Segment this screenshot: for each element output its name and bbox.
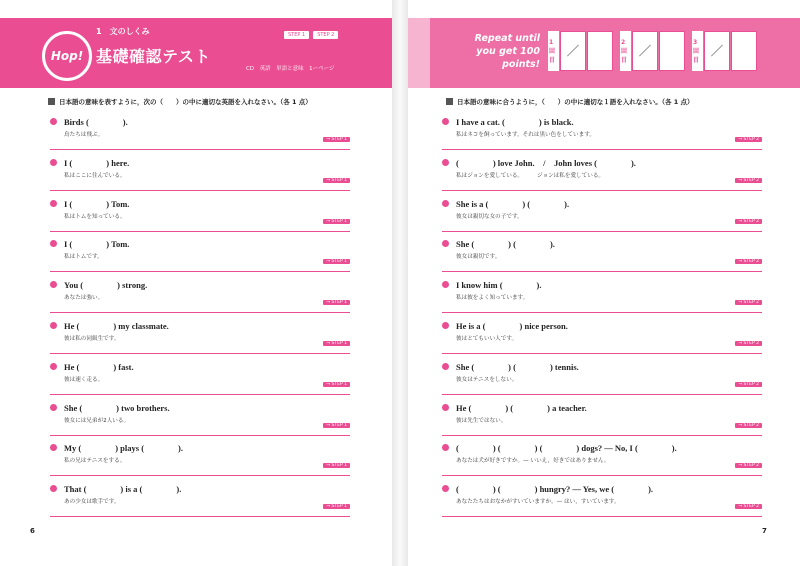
question-list xyxy=(442,116,762,524)
step-reference: → STEP 1 xyxy=(323,219,350,224)
answer-rule xyxy=(50,394,350,395)
step-reference: → STEP 1 xyxy=(323,463,350,468)
question-item xyxy=(50,361,350,402)
page-title: 基礎確認テスト xyxy=(96,47,211,66)
question-item xyxy=(442,198,762,239)
step-reference: → STEP 2 xyxy=(735,137,762,142)
question-japanese: あなたは強い。 xyxy=(64,295,104,302)
bullet-icon xyxy=(442,485,449,492)
answer-rule xyxy=(50,312,350,313)
step-reference: → STEP 2 xyxy=(735,504,762,509)
book-gutter xyxy=(392,0,408,566)
question-english: My ( ) plays ( ). xyxy=(64,443,183,454)
score-record-2 xyxy=(620,31,685,71)
question-japanese: 私はネコを飼っています。それは黒い色をしています。 xyxy=(456,132,595,138)
question-item xyxy=(50,320,350,361)
score-box[interactable] xyxy=(560,31,586,71)
repeat-message xyxy=(438,32,540,71)
score-attempt-label: 1回目 xyxy=(548,31,559,71)
question-english: Birds ( ). xyxy=(64,117,128,127)
question-japanese: あなたたちはおなかがすいていますか。— はい，すいています。 xyxy=(456,499,620,506)
bullet-icon xyxy=(50,444,57,451)
repeat-line-1: Repeat until xyxy=(474,33,540,44)
score-box[interactable] xyxy=(659,31,685,71)
step-reference: → STEP 2 xyxy=(735,382,762,387)
bullet-icon xyxy=(442,159,449,166)
left-page xyxy=(0,0,392,566)
question-item xyxy=(442,402,762,443)
question-japanese: 彼女は親切な女の子です。 xyxy=(456,213,523,220)
question-item xyxy=(442,361,762,402)
answer-rule xyxy=(442,516,762,517)
question-english: He is a ( ) nice person. xyxy=(456,320,568,331)
answer-rule xyxy=(50,231,350,232)
step-reference: → STEP 1 xyxy=(323,137,350,142)
question-japanese: 彼女はテニスをしない。 xyxy=(456,376,518,383)
step-reference: → STEP 1 xyxy=(323,178,350,183)
question-english: She ( ) ( ) tennis. xyxy=(456,361,579,372)
question-japanese: 私はトムを知っている。 xyxy=(64,213,126,220)
answer-rule xyxy=(442,190,762,191)
section-marker-icon xyxy=(446,98,453,105)
bullet-icon xyxy=(50,159,57,166)
bullet-icon xyxy=(50,485,57,492)
bullet-icon xyxy=(442,281,449,288)
score-record-1 xyxy=(548,31,613,71)
question-item xyxy=(50,442,350,483)
question-english: You ( ) strong. xyxy=(64,280,148,291)
score-box[interactable] xyxy=(587,31,613,71)
question-english: She ( ) ( ). xyxy=(456,239,555,250)
question-item xyxy=(442,483,762,524)
question-item xyxy=(50,116,350,157)
step-reference: → STEP 2 xyxy=(735,300,762,305)
answer-rule xyxy=(50,271,350,272)
question-english: He ( ) fast. xyxy=(64,361,134,372)
bullet-icon xyxy=(442,363,449,370)
step-reference: → STEP 1 xyxy=(323,300,350,305)
step-reference: → STEP 1 xyxy=(323,423,350,428)
score-record-3 xyxy=(692,31,757,71)
question-english: ( ) love John. / John loves ( ). xyxy=(456,157,636,168)
step-reference: → STEP 1 xyxy=(323,341,350,346)
instruction xyxy=(48,97,312,106)
question-japanese: 彼はとてもいい人です。 xyxy=(456,335,518,342)
bullet-icon xyxy=(442,118,449,125)
answer-rule xyxy=(442,435,762,436)
score-box[interactable] xyxy=(704,31,730,71)
answer-rule xyxy=(50,516,350,517)
question-item xyxy=(50,198,350,239)
question-item xyxy=(50,483,350,524)
question-japanese: 私はトムです。 xyxy=(64,254,103,261)
bullet-icon xyxy=(50,281,57,288)
bullet-icon xyxy=(50,118,57,125)
question-japanese: あの少女は歌手です。 xyxy=(64,499,120,506)
answer-rule xyxy=(50,475,350,476)
step-reference: → STEP 1 xyxy=(323,382,350,387)
question-list xyxy=(50,116,350,524)
question-japanese: 私は彼をよく知っています。 xyxy=(456,295,529,302)
bullet-icon xyxy=(442,322,449,329)
page-number: 7 xyxy=(762,527,767,535)
question-japanese: 彼は先生ではない。 xyxy=(456,417,507,424)
question-english: She is a ( ) ( ). xyxy=(456,198,570,209)
bullet-icon xyxy=(50,200,57,207)
stage-tag: STEP 2 xyxy=(313,31,338,39)
question-item xyxy=(442,116,762,157)
bullet-icon xyxy=(50,322,57,329)
answer-rule xyxy=(442,353,762,354)
question-english: I ( ) Tom. xyxy=(64,198,130,209)
question-item xyxy=(50,402,350,443)
answer-rule xyxy=(442,312,762,313)
question-item xyxy=(50,157,350,198)
question-japanese: あなたは犬が好きですか。— いいえ，好きではありません。 xyxy=(456,458,610,465)
question-english: I ( ) Tom. xyxy=(64,239,130,250)
stage-tag: STEP 1 xyxy=(284,31,309,39)
score-box[interactable] xyxy=(731,31,757,71)
step-reference: → STEP 2 xyxy=(735,423,762,428)
chapter-label: 1 文のしくみ xyxy=(96,27,150,36)
question-item xyxy=(442,279,762,320)
question-japanese: 彼女には兄弟が2人いる。 xyxy=(64,417,130,424)
question-item xyxy=(50,238,350,279)
score-attempt-label: 2回目 xyxy=(620,31,631,71)
step-reference: → STEP 2 xyxy=(735,463,762,468)
instruction-text: 日本語の意味に合うように，（ ）の中に適切な１語を入れなさい。（各 1 点） xyxy=(457,98,694,106)
question-japanese: 彼女は親切です。 xyxy=(456,254,501,261)
question-japanese: 私はここに住んでいる。 xyxy=(64,172,126,179)
step-reference: → STEP 2 xyxy=(735,341,762,346)
question-english: I have a cat. ( ) is black. xyxy=(456,117,574,127)
header-tab xyxy=(408,18,430,88)
answer-rule xyxy=(442,149,762,150)
question-item xyxy=(442,442,762,483)
question-item xyxy=(442,238,762,279)
question-english: I ( ) here. xyxy=(64,157,130,168)
bullet-icon xyxy=(50,363,57,370)
bullet-icon xyxy=(442,404,449,411)
question-english: She ( ) two brothers. xyxy=(64,402,170,413)
step-reference: → STEP 2 xyxy=(735,178,762,183)
instruction xyxy=(446,97,694,106)
score-box[interactable] xyxy=(632,31,658,71)
score-attempt-label: 3回目 xyxy=(692,31,703,71)
bullet-icon xyxy=(50,240,57,247)
answer-rule xyxy=(50,149,350,150)
answer-rule xyxy=(50,353,350,354)
bullet-icon xyxy=(442,240,449,247)
question-english: ( ) ( ) hungry? — Yes, we ( ). xyxy=(456,484,654,495)
question-japanese: 鳥たちは飛ぶ。 xyxy=(64,132,104,138)
bullet-icon xyxy=(442,200,449,207)
answer-rule xyxy=(50,435,350,436)
hop-badge: Hop! xyxy=(42,31,92,81)
step-reference: → STEP 1 xyxy=(323,259,350,264)
section-marker-icon xyxy=(48,98,55,105)
step-reference: → STEP 1 xyxy=(323,504,350,509)
answer-rule xyxy=(442,231,762,232)
step-reference: → STEP 2 xyxy=(735,219,762,224)
bullet-icon xyxy=(50,404,57,411)
question-item xyxy=(442,157,762,198)
answer-rule xyxy=(50,190,350,191)
answer-rule xyxy=(442,475,762,476)
question-english: ( ) ( ) ( ) dogs? — No, I ( ). xyxy=(456,443,677,454)
question-english: He ( ) my classmate. xyxy=(64,320,169,331)
repeat-line-2: you get 100 points! xyxy=(476,46,540,70)
bullet-icon xyxy=(442,444,449,451)
stage-tags xyxy=(284,31,338,39)
step-reference: → STEP 2 xyxy=(735,259,762,264)
instruction-text: 日本語の意味を表すように，次の（ ）の中に適切な英語を入れなさい。（各 1 点） xyxy=(59,98,312,106)
question-japanese: 彼は速く走る。 xyxy=(64,376,104,383)
answer-rule xyxy=(442,271,762,272)
question-english: I know him ( ). xyxy=(456,280,542,291)
question-japanese: 彼は私の同級生です。 xyxy=(64,335,120,342)
answer-rule xyxy=(442,394,762,395)
right-page xyxy=(408,0,800,566)
question-japanese: 私の兄はテニスをする。 xyxy=(64,458,126,465)
question-japanese: 私はジョンを愛している。 ジョンは私を愛している。 xyxy=(456,172,605,179)
question-item xyxy=(50,279,350,320)
question-english: That ( ) is a ( ). xyxy=(64,484,182,495)
question-item xyxy=(442,320,762,361)
question-english: He ( ) ( ) a teacher. xyxy=(456,402,587,413)
reference-line: CD 英語 単語と意味 1ーページ xyxy=(246,66,335,72)
page-number: 6 xyxy=(30,527,35,535)
